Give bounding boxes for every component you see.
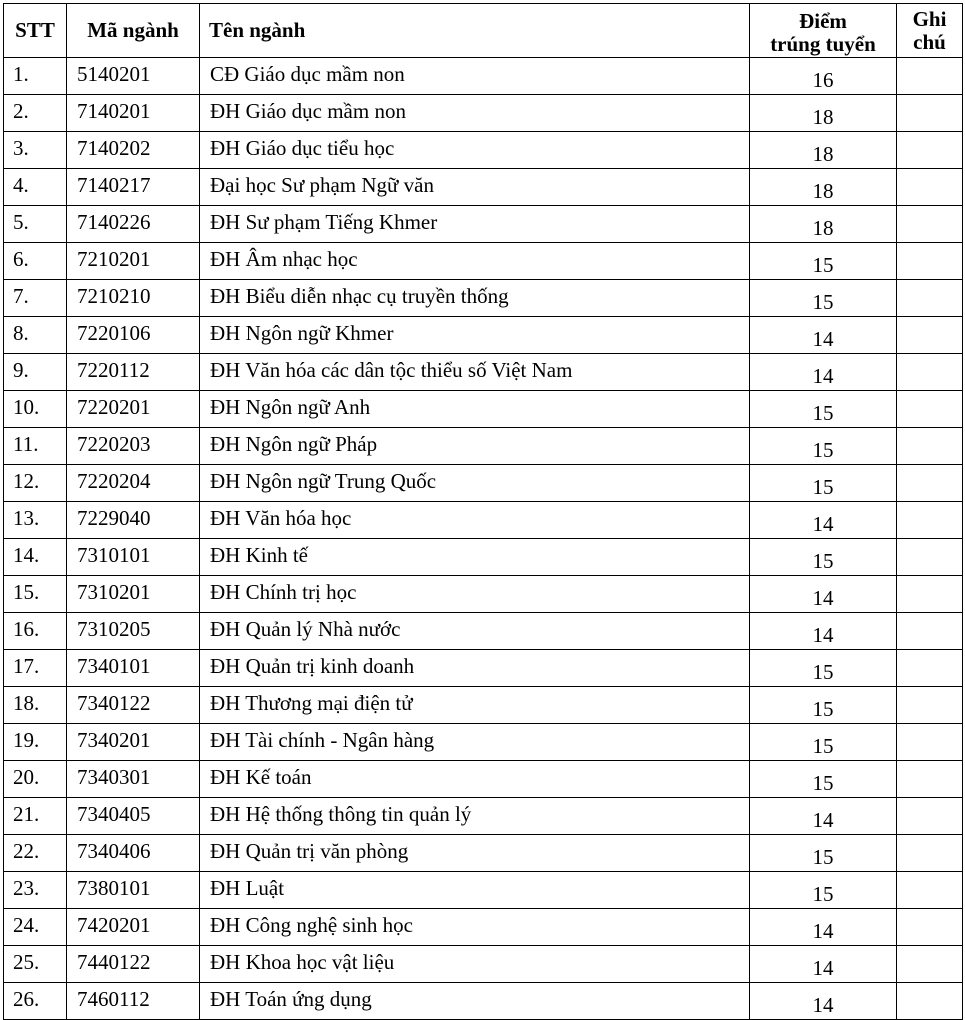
row-major-code: 7340122: [77, 690, 151, 715]
row-major-code-cell: [67, 798, 200, 835]
row-admission-score: 14: [812, 808, 834, 832]
row-major-name-cell: [200, 317, 750, 354]
row-admission-score-cell: [750, 428, 897, 465]
row-stt-cell: [4, 465, 67, 502]
row-note-cell: [897, 502, 963, 539]
row-admission-score-cell: [750, 724, 897, 761]
row-note-cell: [897, 835, 963, 872]
row-admission-score-cell: [750, 465, 897, 502]
row-major-name-cell: [200, 243, 750, 280]
row-major-code-cell: [67, 391, 200, 428]
row-major-name: ĐH Luật: [210, 875, 285, 900]
row-major-code-cell: [67, 132, 200, 169]
header-note-line1: Ghi: [912, 6, 947, 31]
row-major-code-cell: [67, 243, 200, 280]
row-major-code: 7340406: [77, 838, 151, 863]
row-note-cell: [897, 724, 963, 761]
row-admission-score-cell: [750, 206, 897, 243]
row-admission-score: 14: [812, 993, 834, 1017]
row-stt: 3.: [13, 135, 29, 160]
row-major-code-cell: [67, 872, 200, 909]
row-stt: 8.: [13, 320, 29, 345]
row-admission-score: 15: [812, 438, 834, 462]
row-major-name-cell: [200, 909, 750, 946]
row-major-name: ĐH Ngôn ngữ Pháp: [210, 431, 378, 456]
header-score-line1: Điểm: [799, 9, 847, 33]
row-major-code-cell: [67, 539, 200, 576]
table-row: [4, 317, 963, 354]
row-major-code-cell: [67, 280, 200, 317]
row-major-code-cell: [67, 465, 200, 502]
row-major-name: ĐH Văn hóa học: [210, 505, 352, 530]
row-major-name: ĐH Khoa học vật liệu: [210, 949, 395, 974]
row-admission-score-cell: [750, 613, 897, 650]
row-major-name-cell: [200, 613, 750, 650]
row-note-cell: [897, 650, 963, 687]
row-major-name: ĐH Kế toán: [210, 764, 312, 789]
row-stt: 6.: [13, 246, 29, 271]
row-admission-score: 15: [812, 845, 834, 869]
row-admission-score: 15: [812, 882, 834, 906]
row-stt-cell: [4, 539, 67, 576]
row-admission-score: 15: [812, 401, 834, 425]
row-major-name-cell: [200, 946, 750, 983]
row-major-name-cell: [200, 280, 750, 317]
table-row: [4, 58, 963, 95]
row-major-code-cell: [67, 835, 200, 872]
row-stt-cell: [4, 613, 67, 650]
row-stt: 10.: [13, 394, 40, 419]
row-note-cell: [897, 872, 963, 909]
document-page: [3, 3, 963, 1020]
row-admission-score: 15: [812, 660, 834, 684]
row-stt: 9.: [13, 357, 29, 382]
row-stt: 15.: [13, 579, 40, 604]
row-major-code: 7440122: [77, 949, 151, 974]
row-major-code: 7310205: [77, 616, 151, 641]
row-stt-cell: [4, 317, 67, 354]
row-stt-cell: [4, 687, 67, 724]
table-row: [4, 243, 963, 280]
row-major-code: 7220106: [77, 320, 151, 345]
row-major-code: 7340405: [77, 801, 151, 826]
row-note-cell: [897, 206, 963, 243]
row-major-code-cell: [67, 761, 200, 798]
row-admission-score-cell: [750, 280, 897, 317]
row-stt: 13.: [13, 505, 40, 530]
row-stt-cell: [4, 354, 67, 391]
row-major-code: 7220201: [77, 394, 151, 419]
admission-scores-table: [3, 3, 963, 1020]
row-admission-score-cell: [750, 391, 897, 428]
row-admission-score-cell: [750, 761, 897, 798]
row-major-name-cell: [200, 835, 750, 872]
row-major-name-cell: [200, 502, 750, 539]
row-major-name-cell: [200, 761, 750, 798]
row-note-cell: [897, 946, 963, 983]
table-row: [4, 946, 963, 983]
row-major-code: 7210201: [77, 246, 151, 271]
table-body: [4, 58, 963, 1020]
row-major-name-cell: [200, 872, 750, 909]
row-major-code-cell: [67, 946, 200, 983]
row-note-cell: [897, 58, 963, 95]
table-row: [4, 132, 963, 169]
row-major-code: 7220203: [77, 431, 151, 456]
row-admission-score: 15: [812, 771, 834, 795]
row-major-code: 7140217: [77, 172, 151, 197]
row-stt: 11.: [13, 431, 39, 456]
row-major-code: 7220204: [77, 468, 151, 493]
table-row: [4, 983, 963, 1020]
row-major-code-cell: [67, 354, 200, 391]
row-major-name-cell: [200, 391, 750, 428]
row-admission-score-cell: [750, 983, 897, 1020]
table-row: [4, 650, 963, 687]
row-admission-score: 15: [812, 290, 834, 314]
row-major-code: 7380101: [77, 875, 151, 900]
row-stt: 22.: [13, 838, 40, 863]
table-row: [4, 391, 963, 428]
row-stt-cell: [4, 761, 67, 798]
row-admission-score-cell: [750, 317, 897, 354]
row-stt-cell: [4, 650, 67, 687]
row-admission-score-cell: [750, 872, 897, 909]
row-major-code: 7460112: [77, 986, 150, 1011]
row-stt-cell: [4, 169, 67, 206]
row-major-name-cell: [200, 539, 750, 576]
row-note-cell: [897, 132, 963, 169]
row-major-name-cell: [200, 132, 750, 169]
row-major-code: 7220112: [77, 357, 150, 382]
row-major-code: 7210210: [77, 283, 151, 308]
row-note-cell: [897, 169, 963, 206]
row-stt-cell: [4, 576, 67, 613]
row-stt: 7.: [13, 283, 29, 308]
row-major-name-cell: [200, 798, 750, 835]
row-stt-cell: [4, 502, 67, 539]
row-major-code: 5140201: [77, 61, 151, 86]
row-stt: 23.: [13, 875, 40, 900]
row-major-name-cell: [200, 169, 750, 206]
row-major-name: ĐH Thương mại điện tử: [210, 690, 413, 715]
row-major-code-cell: [67, 650, 200, 687]
row-stt: 14.: [13, 542, 40, 567]
row-stt: 17.: [13, 653, 40, 678]
row-admission-score-cell: [750, 687, 897, 724]
row-major-name: ĐH Sư phạm Tiếng Khmer: [210, 209, 438, 234]
row-admission-score-cell: [750, 169, 897, 206]
row-note-cell: [897, 243, 963, 280]
row-admission-score-cell: [750, 502, 897, 539]
header-admission-score: [750, 4, 897, 58]
row-major-code: 7340301: [77, 764, 151, 789]
table-row: [4, 354, 963, 391]
header-note-line2: chú: [913, 29, 946, 54]
row-major-name-cell: [200, 724, 750, 761]
row-note-cell: [897, 687, 963, 724]
row-major-name: ĐH Văn hóa các dân tộc thiểu số Việt Nam: [210, 357, 573, 382]
header-major-name: Tên ngành: [200, 4, 750, 58]
row-stt-cell: [4, 280, 67, 317]
row-stt: 18.: [13, 690, 40, 715]
table-row: [4, 539, 963, 576]
header-score-line2: trúng tuyển: [770, 32, 876, 56]
row-admission-score: 18: [812, 179, 834, 203]
row-major-code-cell: [67, 613, 200, 650]
row-stt: 19.: [13, 727, 40, 752]
header-major-code: Mã ngành: [67, 4, 200, 58]
table-row: [4, 206, 963, 243]
row-note-cell: [897, 95, 963, 132]
row-major-name: ĐH Giáo dục tiểu học: [210, 135, 395, 160]
row-note-cell: [897, 613, 963, 650]
row-major-name: Đại học Sư phạm Ngữ văn: [210, 172, 434, 197]
row-stt-cell: [4, 724, 67, 761]
row-stt-cell: [4, 243, 67, 280]
row-stt: 21.: [13, 801, 40, 826]
row-major-code: 7340201: [77, 727, 151, 752]
row-note-cell: [897, 391, 963, 428]
row-major-name: ĐH Âm nhạc học: [210, 246, 358, 271]
row-major-code-cell: [67, 909, 200, 946]
row-stt-cell: [4, 983, 67, 1020]
row-stt-cell: [4, 132, 67, 169]
row-major-code-cell: [67, 687, 200, 724]
row-major-name: ĐH Quản trị văn phòng: [210, 838, 409, 863]
row-major-code: 7229040: [77, 505, 151, 530]
row-major-name-cell: [200, 95, 750, 132]
table-row: [4, 95, 963, 132]
row-stt-cell: [4, 835, 67, 872]
row-major-name: ĐH Biểu diễn nhạc cụ truyền thống: [210, 283, 509, 308]
row-admission-score-cell: [750, 132, 897, 169]
row-major-code-cell: [67, 428, 200, 465]
table-row: [4, 835, 963, 872]
row-major-name: ĐH Quản lý Nhà nước: [210, 616, 401, 641]
row-admission-score: 14: [812, 623, 834, 647]
row-admission-score-cell: [750, 95, 897, 132]
row-major-code: 7140201: [77, 98, 151, 123]
row-major-name: CĐ Giáo dục mầm non: [210, 61, 405, 86]
row-stt-cell: [4, 206, 67, 243]
table-row: [4, 169, 963, 206]
row-major-name-cell: [200, 650, 750, 687]
row-stt-cell: [4, 95, 67, 132]
table-row: [4, 502, 963, 539]
row-major-code: 7310201: [77, 579, 151, 604]
table-row: [4, 872, 963, 909]
row-stt: 25.: [13, 949, 40, 974]
row-note-cell: [897, 465, 963, 502]
row-major-name: ĐH Toán ứng dụng: [210, 986, 372, 1011]
row-admission-score-cell: [750, 650, 897, 687]
row-major-name: ĐH Hệ thống thông tin quản lý: [210, 801, 472, 826]
row-admission-score: 16: [812, 68, 834, 92]
row-stt-cell: [4, 58, 67, 95]
row-major-code-cell: [67, 58, 200, 95]
row-stt: 5.: [13, 209, 29, 234]
row-stt: 4.: [13, 172, 29, 197]
row-major-code: 7420201: [77, 912, 151, 937]
row-major-name-cell: [200, 354, 750, 391]
row-admission-score: 15: [812, 549, 834, 573]
row-major-code-cell: [67, 317, 200, 354]
table-row: [4, 280, 963, 317]
row-major-name: ĐH Công nghệ sinh học: [210, 912, 413, 937]
row-admission-score-cell: [750, 576, 897, 613]
row-admission-score-cell: [750, 354, 897, 391]
row-admission-score-cell: [750, 798, 897, 835]
header-note: [897, 4, 963, 58]
row-admission-score-cell: [750, 909, 897, 946]
table-header-row: [4, 4, 963, 58]
row-admission-score-cell: [750, 539, 897, 576]
row-major-name-cell: [200, 576, 750, 613]
row-major-name: ĐH Tài chính - Ngân hàng: [210, 727, 435, 752]
row-note-cell: [897, 428, 963, 465]
row-major-code-cell: [67, 724, 200, 761]
row-admission-score: 14: [812, 956, 834, 980]
row-admission-score: 14: [812, 919, 834, 943]
row-major-code-cell: [67, 206, 200, 243]
row-major-name: ĐH Chính trị học: [210, 579, 357, 604]
table-row: [4, 465, 963, 502]
row-admission-score: 15: [812, 697, 834, 721]
row-major-name: ĐH Ngôn ngữ Khmer: [210, 320, 394, 345]
row-major-name-cell: [200, 206, 750, 243]
row-major-name: ĐH Ngôn ngữ Trung Quốc: [210, 468, 437, 493]
row-admission-score: 18: [812, 216, 834, 240]
row-major-name: ĐH Kinh tế: [210, 542, 308, 567]
row-major-code: 7310101: [77, 542, 151, 567]
row-admission-score: 18: [812, 105, 834, 129]
table-row: [4, 576, 963, 613]
row-stt-cell: [4, 391, 67, 428]
row-stt-cell: [4, 798, 67, 835]
row-note-cell: [897, 576, 963, 613]
row-note-cell: [897, 354, 963, 391]
row-major-name-cell: [200, 465, 750, 502]
row-major-code-cell: [67, 169, 200, 206]
row-note-cell: [897, 539, 963, 576]
row-admission-score: 14: [812, 327, 834, 351]
row-admission-score: 15: [812, 253, 834, 277]
row-major-name-cell: [200, 983, 750, 1020]
row-admission-score-cell: [750, 946, 897, 983]
table-row: [4, 613, 963, 650]
row-stt: 20.: [13, 764, 40, 789]
row-major-name: ĐH Giáo dục mầm non: [210, 98, 406, 123]
row-major-code-cell: [67, 502, 200, 539]
row-major-code-cell: [67, 95, 200, 132]
row-stt: 2.: [13, 98, 29, 123]
row-stt-cell: [4, 946, 67, 983]
row-admission-score: 14: [812, 364, 834, 388]
row-admission-score: 14: [812, 512, 834, 536]
table-row: [4, 761, 963, 798]
row-stt-cell: [4, 872, 67, 909]
row-admission-score: 14: [812, 586, 834, 610]
row-major-name-cell: [200, 428, 750, 465]
row-admission-score: 15: [812, 734, 834, 758]
table-row: [4, 687, 963, 724]
row-stt-cell: [4, 909, 67, 946]
row-stt: 26.: [13, 986, 40, 1011]
row-major-name: ĐH Ngôn ngữ Anh: [210, 394, 371, 419]
row-note-cell: [897, 317, 963, 354]
row-note-cell: [897, 798, 963, 835]
row-stt: 1.: [13, 61, 29, 86]
row-admission-score-cell: [750, 243, 897, 280]
row-major-name-cell: [200, 687, 750, 724]
table-row: [4, 428, 963, 465]
row-admission-score-cell: [750, 58, 897, 95]
row-admission-score: 18: [812, 142, 834, 166]
row-major-code: 7140226: [77, 209, 151, 234]
row-admission-score-cell: [750, 835, 897, 872]
table-row: [4, 909, 963, 946]
row-major-code: 7140202: [77, 135, 151, 160]
row-note-cell: [897, 761, 963, 798]
row-note-cell: [897, 280, 963, 317]
row-major-code: 7340101: [77, 653, 151, 678]
table-row: [4, 798, 963, 835]
row-major-name: ĐH Quản trị kinh doanh: [210, 653, 415, 678]
row-stt: 12.: [13, 468, 40, 493]
row-stt: 24.: [13, 912, 40, 937]
header-stt: STT: [4, 4, 67, 58]
table-row: [4, 724, 963, 761]
row-stt: 16.: [13, 616, 40, 641]
row-major-name-cell: [200, 58, 750, 95]
row-major-code-cell: [67, 983, 200, 1020]
row-admission-score: 15: [812, 475, 834, 499]
row-note-cell: [897, 909, 963, 946]
row-major-code-cell: [67, 576, 200, 613]
row-note-cell: [897, 983, 963, 1020]
row-stt-cell: [4, 428, 67, 465]
